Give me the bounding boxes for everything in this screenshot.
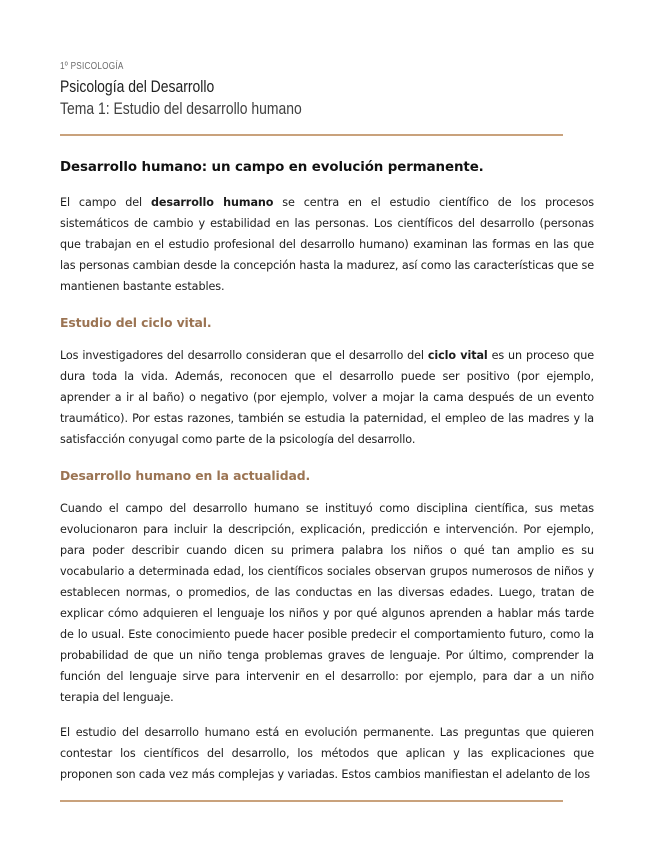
section-heading-actualidad: Desarrollo humano en la actualidad. xyxy=(60,468,311,483)
document-body xyxy=(60,156,594,799)
header-divider xyxy=(60,134,563,136)
text-run: se centra en el estudio científico de los procesos sistemáticos de cambio y estabilidad en las personas. Los científicos del desarrollo (personas que trabajan en el estudio profesional del desarrollo humano) examinan las formas en las que las personas cambian desde la concepción hasta la madurez, así como las características que se mantienen bastante estables. xyxy=(60,196,594,293)
section-heading-main: Desarrollo humano: un campo en evolución permanente. xyxy=(60,160,484,175)
bold-term-desarrollo-humano: desarrollo humano xyxy=(150,196,274,209)
paragraph-desarrollo-humano xyxy=(60,192,594,297)
text-run: Los investigadores del desarrollo consideran que el desarrollo del xyxy=(60,349,428,362)
section-heading-ciclo-vital: Estudio del ciclo vital. xyxy=(60,315,212,330)
paragraph-evolucion: El estudio del desarrollo humano está en evolución permanente. Las preguntas que quieren contestar los científicos del desarrollo, los métodos que aplican y las explicaciones que proponen son cada vez más complejas y variadas. Estos cambios manifiestan el adelanto de los xyxy=(60,726,594,781)
paragraph-metas: Cuando el campo del desarrollo humano se instituyó como disciplina científica, sus metas evolucionaron para incluir la descripción, explicación, predicción e intervención. Por ejemplo, para poder describir cuando dicen su primera palabra los niños o qué tan amplio es su vocabulario a determinada edad, los científicos sociales observan grupos numerosos de niños y establecen normas, o promedios, de las conductas en las diversas edades. Luego, tratan de explicar cómo adquieren el lenguaje los niños y por qué algunos aprenden a hablar más tarde de lo usual. Este conocimiento puede hacer posible predecir el comportamiento futuro, como la probabilidad de que un niño tenga problemas graves de lenguaje. Por último, comprender la función del lenguaje sirve para intervenir en el desarrollo: por ejemplo, para dar a un niño terapia del lenguaje. xyxy=(60,502,594,704)
text-run: es un proceso que dura toda la vida. Además, reconocen que el desarrollo puede ser positivo (por ejemplo, aprender a ir al baño) o negativo (por ejemplo, volver a mojar la cama después de un evento traumático). Por estas razones, también se estudia la paternidad, el empleo de las madres y la satisfacción conyugal como parte de la psicología del desarrollo. xyxy=(60,349,594,446)
course-label: 1º PSICOLOGÍA xyxy=(60,61,124,72)
text-run: El campo del xyxy=(60,196,151,209)
document-subtitle: Tema 1: Estudio del desarrollo humano xyxy=(60,99,302,118)
paragraph-ciclo-vital xyxy=(60,345,594,450)
document-title: Psicología del Desarrollo xyxy=(60,77,215,96)
page-header xyxy=(60,60,580,120)
footer-divider xyxy=(60,800,563,802)
bold-term-ciclo-vital: ciclo vital xyxy=(427,349,488,362)
